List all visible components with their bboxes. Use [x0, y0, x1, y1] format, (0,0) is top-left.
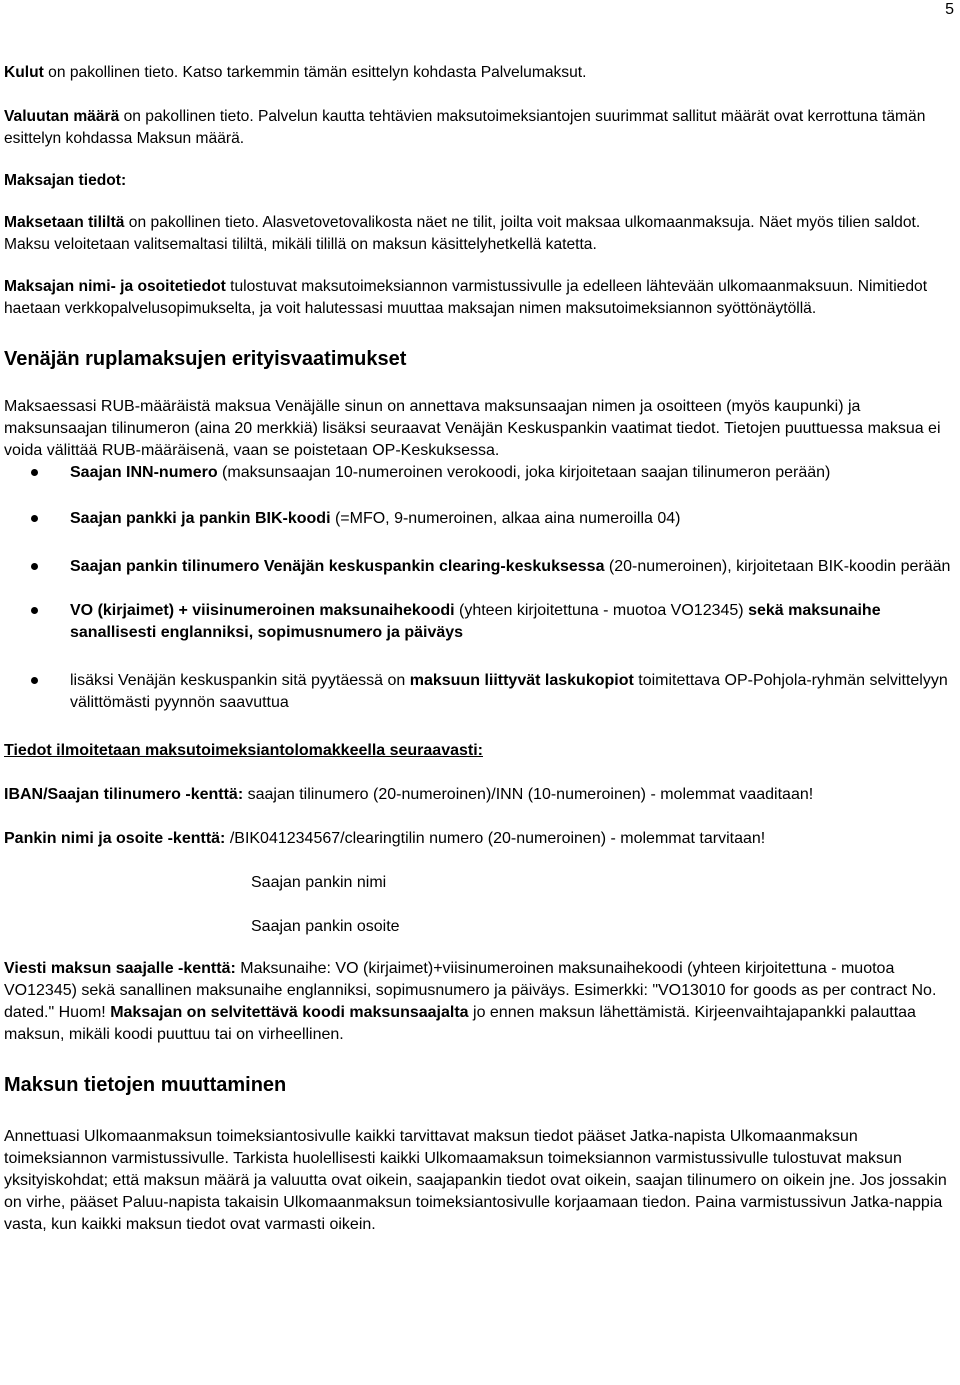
list-item-text: toimitettava OP-Pohjola-ryhmän selvittelyyn välittömästi pyynnön saavuttua	[70, 672, 948, 711]
requirements-list	[4, 462, 954, 714]
paragraph-muuttaminen: Annettuasi Ulkomaanmaksun toimeksiantosivulle kaikki tarvittavat maksun tiedot pääset Jatka-napista Ulkomaanmaksun toimeksiannon varmistussivulle. Tarkista huolellisesti kaikki Ulkomaamaksun toimeksiannon varmistussivulle tulostuvat maksun yksityiskohdat; että maksun määrä ja valuutta ovat oikein, saajapankin tiedot ovat oikein, saajan tilinumero on oikein jne. Jos jossakin on virhe, pääset Paluu-napista takaisin Ulkomaanmaksun toimeksiantosivulle korjaamaan tiedon. Paina varmistussivun Jatka-nappia vasta, kun kaikki maksun tiedot ovat varmasti oikein.	[4, 1128, 947, 1233]
paragraph-kulut	[4, 62, 954, 84]
list-item-text: (=MFO, 9-numeroinen, alkaa aina numeroilla 04)	[330, 510, 681, 527]
list-item	[4, 462, 954, 484]
list-item	[4, 508, 954, 530]
example-bank-address: Saajan pankin osoite	[251, 918, 400, 935]
bullet-icon	[31, 515, 38, 522]
bullet-icon	[31, 469, 38, 476]
field-name-viesti: Viesti maksun saajalle -kenttä:	[4, 960, 236, 977]
document-body	[4, 62, 954, 1236]
term-maksajan-nimi: Maksajan nimi- ja osoitetiedot	[4, 278, 226, 295]
term-maksetaan-tililta: Maksetaan tililtä	[4, 214, 125, 231]
paragraph-rub-intro: Maksaessasi RUB-määräistä maksua Venäjälle sinun on annettava maksunsaajan nimen ja osoitteen (myös kaupunki) ja maksunsaajan tilinumeron (aina 20 merkkiä) lisäksi seuraavat Venäjän Keskuspankin vaatimat tiedot. Tietojen puuttuessa maksua ei voida välittää RUB-määräisenä, vaan se poistetaan OP-Keskuksessa.	[4, 398, 941, 459]
list-item-text: (20-numeroinen), kirjoitetaan BIK-koodin perään	[604, 558, 951, 575]
text-kulut: on pakollinen tieto. Katso tarkemmin tämän esittelyn kohdasta Palvelumaksut.	[43, 64, 587, 81]
paragraph-viesti-kentta	[4, 958, 954, 1046]
list-item-text: (yhteen kirjoitettuna - muotoa VO12345)	[454, 602, 749, 619]
list-item	[4, 670, 954, 714]
bullet-icon	[31, 677, 38, 684]
bullet-icon	[31, 607, 38, 614]
warning-koodi: Maksajan on selvitettävä koodi maksunsaajalta	[110, 1004, 469, 1021]
field-name-pankki: Pankin nimi ja osoite -kenttä:	[4, 830, 226, 847]
list-item-term: Saajan pankki ja pankin BIK-koodi	[70, 510, 331, 527]
label-maksajan-tiedot: Maksajan tiedot:	[4, 172, 127, 189]
paragraph-pankin-nimi-kentta	[4, 828, 954, 850]
example-bank-name: Saajan pankin nimi	[251, 874, 387, 891]
paragraph-valuutan-maara	[4, 106, 954, 150]
list-item-text: lisäksi Venäjän keskuspankin sitä pyytäessä on	[70, 672, 410, 689]
heading-venajan-ruplamaksut: Venäjän ruplamaksujen erityisvaatimukset	[4, 348, 407, 370]
paragraph-maksetaan-tililta	[4, 212, 954, 256]
field-desc-viesti: Maksunaihe: VO (kirjaimet)+viisinumeroinen maksunaihekoodi (yhteen kirjoitettuna - muotoa VO12345) sekä sanallinen maksunaihe englanniksi, sopimusnumero ja päiväys. Esimerkki: "VO13010 for goods as per contract No. dated." Huom!	[4, 960, 937, 1021]
text-maksetaan-tililta: on pakollinen tieto. Alasvetovetovalikosta näet ne tilit, joilta voit maksaa ulkomaanmaksuja. Näet myös tilien saldot. Maksu veloitetaan valitsemaltasi tililtä, mikäli tilillä on maksun käsittelyhetkellä katetta.	[4, 214, 921, 253]
text-maksajan-nimi: tulostuvat maksutoimeksiannon varmistussivulle ja edelleen lähtevään ulkomaanmaksuun. Nimitiedot haetaan verkkopalvelusopimukselta, ja voit halutessasi muuttaa maksajan nimen maksutoimeksiannon syöttönäytöllä.	[4, 278, 928, 317]
term-kulut: Kulut	[4, 64, 44, 81]
list-item-text: (maksunsaajan 10-numeroinen verokoodi, joka kirjoitetaan saajan tilinumeron perään)	[217, 464, 831, 481]
paragraph-maksajan-nimi	[4, 276, 954, 320]
section-label-maksajan-tiedot	[4, 170, 954, 192]
field-name-iban: IBAN/Saajan tilinumero -kenttä:	[4, 786, 244, 803]
list-item-term: VO (kirjaimet) + viisinumeroinen maksunaihekoodi	[70, 602, 455, 619]
list-item-term: sekä maksunaihe sanallisesti englanniksi, sopimusnumero ja päiväys	[70, 602, 881, 641]
list-item	[4, 600, 954, 644]
field-desc-iban: saajan tilinumero (20-numeroinen)/INN (10-numeroinen) - molemmat vaaditaan!	[243, 786, 814, 803]
list-item-term: maksuun liittyvät laskukopiot	[409, 672, 634, 689]
list-item-term: Saajan INN-numero	[70, 464, 218, 481]
field-desc-viesti-end: jo ennen maksun lähettämistä. Kirjeenvaihtajapankki palauttaa maksun, mikäli koodi puuttuu tai on virheellinen.	[4, 1004, 916, 1043]
page-number: 5	[945, 1, 954, 18]
heading-maksun-tietojen-muuttaminen: Maksun tietojen muuttaminen	[4, 1074, 287, 1096]
text-valuutan-maara: on pakollinen tieto. Palvelun kautta tehtävien maksutoimeksiantojen suurimmat sallitut määrät ovat kerrottuna tämän esittelyn kohdassa Maksun määrä.	[4, 108, 926, 147]
paragraph-iban-kentta	[4, 784, 954, 806]
field-desc-pankki: /BIK041234567/clearingtilin numero (20-numeroinen) - molemmat tarvitaan!	[225, 830, 766, 847]
bullet-icon	[31, 563, 38, 570]
heading-lomake-ohjeet: Tiedot ilmoitetaan maksutoimeksiantolomakkeella seuraavasti:	[4, 742, 483, 759]
list-item	[4, 556, 954, 578]
list-item-term: Saajan pankin tilinumero Venäjän keskuspankin clearing-keskuksessa	[70, 558, 605, 575]
term-valuutan-maara: Valuutan määrä	[4, 108, 120, 125]
